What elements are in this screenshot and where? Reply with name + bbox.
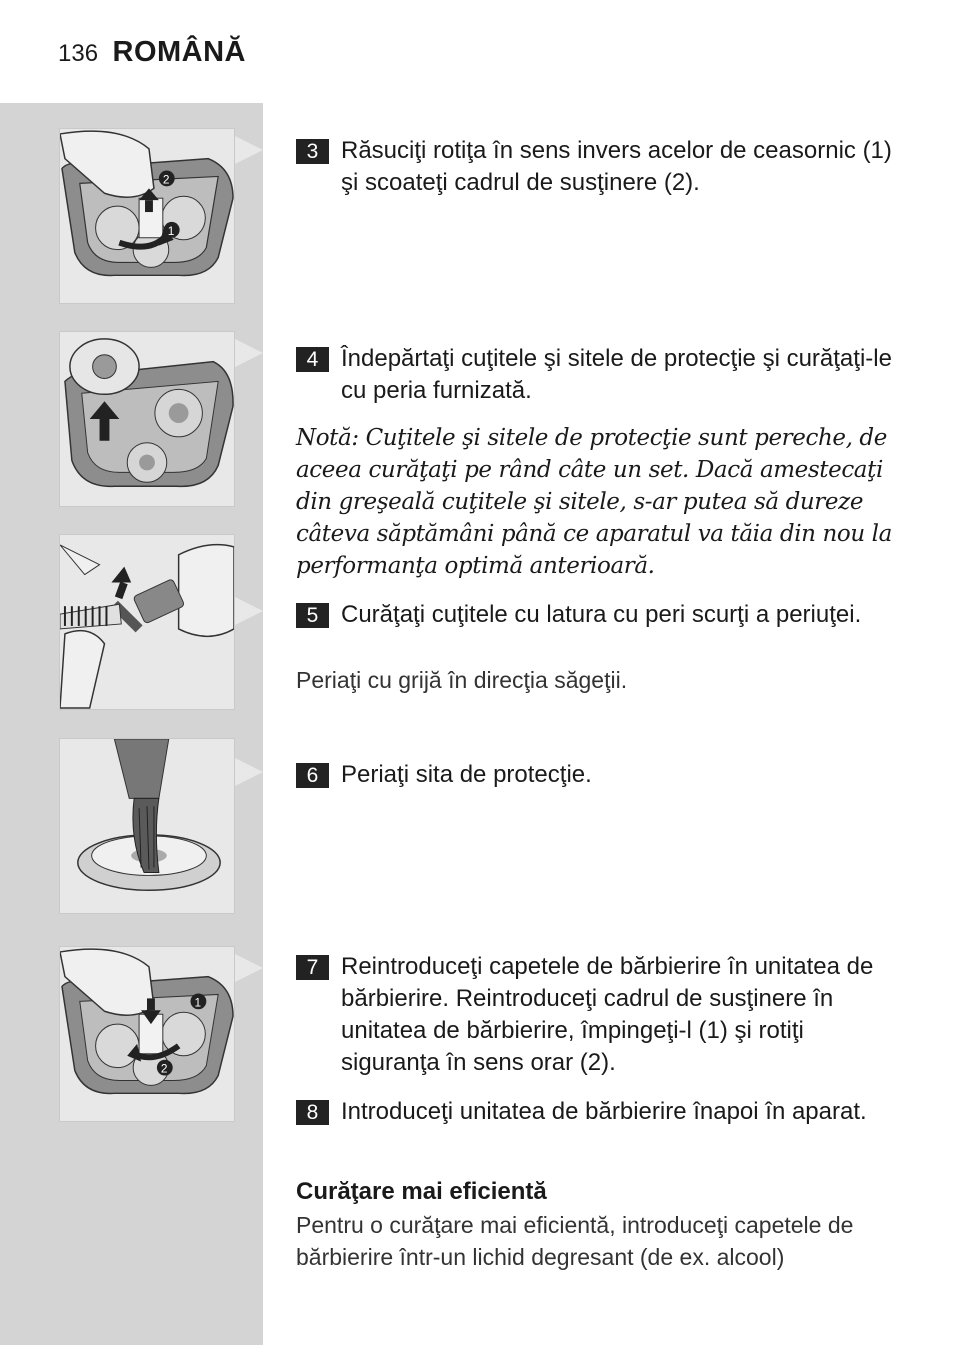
step-number-badge: 7 bbox=[296, 955, 329, 980]
step-3 bbox=[296, 135, 906, 199]
step-4 bbox=[296, 343, 906, 407]
step-number-badge: 6 bbox=[296, 763, 329, 788]
step-text: Răsuciţi rotiţa în sens invers acelor de ceasornic (1) şi scoateţi cadrul de susţinere (2). bbox=[341, 137, 892, 196]
figure-pointer bbox=[235, 954, 263, 982]
step-text: Îndepărtaţi cuţitele şi sitele de protecţie şi curăţaţi-le cu peria furnizată. bbox=[341, 345, 892, 404]
shaver-head-reinsert-icon bbox=[60, 947, 234, 1121]
callout-label: 1 bbox=[194, 995, 202, 1010]
figure-remove-cutters bbox=[59, 331, 235, 507]
step-number-badge: 4 bbox=[296, 347, 329, 372]
shaver-head-twist-icon bbox=[60, 129, 234, 303]
brush-guard-icon bbox=[60, 739, 234, 913]
step-6 bbox=[296, 759, 906, 791]
callout-label: 2 bbox=[160, 1061, 168, 1076]
cutters-removal-icon bbox=[60, 332, 234, 506]
figure-twist-lock bbox=[59, 128, 235, 304]
section-title: ROMÂNĂ bbox=[112, 36, 246, 68]
callout-label: 2 bbox=[162, 172, 170, 187]
step-number-badge: 3 bbox=[296, 139, 329, 164]
step-text: Curăţaţi cuţitele cu latura cu peri scurţi a periuţei. bbox=[341, 601, 862, 628]
figure-pointer bbox=[235, 758, 263, 786]
note-text: Notă: Cuţitele şi sitele de protecţie sunt pereche, de aceea curăţaţi pe rând câte un set. Dacă amestecaţi din greşeală cuţitele şi sitele, s-ar putea să dureze câteva săptămâni până ce aparatul va tăia din nou la performanţa optimă anterioară. bbox=[296, 425, 892, 579]
step-text: Introduceţi unitatea de bărbierire înapoi în aparat. bbox=[341, 1098, 867, 1125]
step-5-subtext: Periaţi cu grijă în direcţia săgeţii. bbox=[296, 667, 628, 693]
section-heading: Curăţare mai eficientă bbox=[296, 1178, 547, 1205]
page-header bbox=[58, 36, 246, 69]
step-5 bbox=[296, 599, 906, 631]
step-7 bbox=[296, 951, 906, 1079]
step-number-badge: 8 bbox=[296, 1100, 329, 1125]
figure-brush-guard bbox=[59, 738, 235, 914]
figure-brush-cutters bbox=[59, 534, 235, 710]
step-text: Reintroduceţi capetele de bărbierire în unitatea de bărbierire. Reintroduceţi cadrul de susţinere în unitatea de bărbierire, împingeţi-l (1) şi rotiţi siguranţa în sens orar (2). bbox=[341, 953, 874, 1076]
page-number: 136 bbox=[58, 40, 99, 67]
step-8 bbox=[296, 1096, 906, 1128]
figure-reinsert bbox=[59, 946, 235, 1122]
section-paragraph: Pentru o curăţare mai eficientă, introduceţi capetele de bărbierire într-un lichid degresant (de ex. alcool) bbox=[296, 1212, 854, 1270]
figure-pointer bbox=[235, 597, 263, 625]
figure-pointer bbox=[235, 136, 263, 164]
step-text: Periaţi sita de protecţie. bbox=[341, 761, 592, 788]
figure-pointer bbox=[235, 339, 263, 367]
step-number-badge: 5 bbox=[296, 603, 329, 628]
brush-cutter-icon bbox=[60, 535, 234, 709]
callout-label: 1 bbox=[167, 223, 175, 238]
